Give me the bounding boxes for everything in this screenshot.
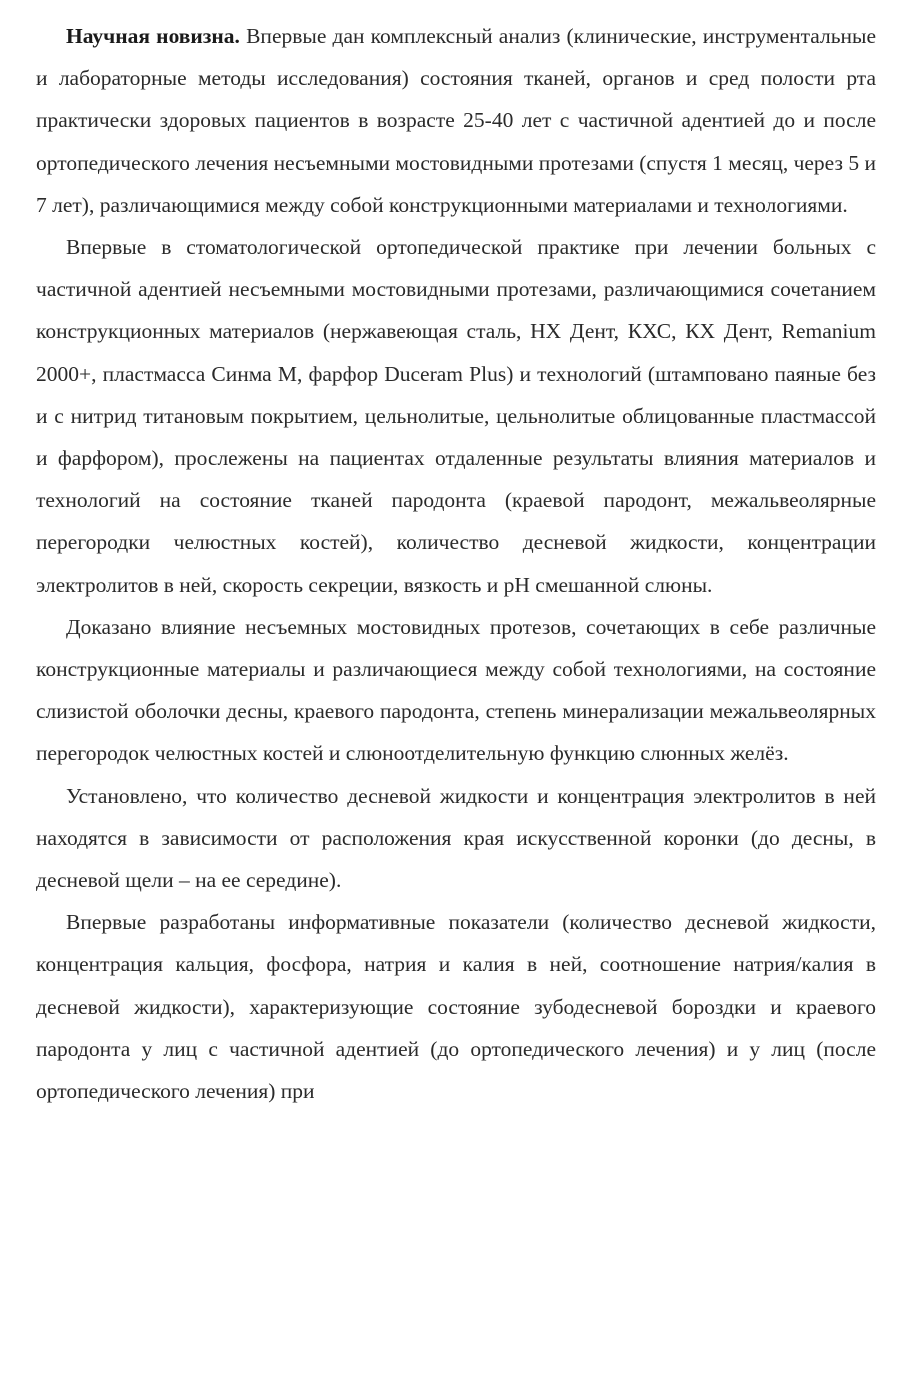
paragraph-text: Впервые дан комплексный анализ (клинические, инструментальные и лабораторные методы исследования) состояния тканей, органов и сред полости рта практически здоровых пациентов в возрасте 25-40 лет с частичной адентией до и после ортопедического лечения несъемными мостовидными протезами (спустя 1 месяц, через 5 и 7 лет), различающимися между собой конструкционными материалами и технологиями. bbox=[36, 24, 876, 217]
paragraph-materials-technologies: Впервые в стоматологической ортопедической практике при лечении больных с частичной адентией несъемными мостовидными протезами, различающимися сочетанием конструкционных материалов (нержавеющая сталь, НХ Дент, КХС, КХ Дент, Remanium 2000+, пластмасса Синма М, фарфор Duceram Plus) и технологий (штамповано паяные без и с нитрид титановым покрытием, цельнолитые, цельнолитые облицованные пластмассой и фарфором), прослежены на пациентах отдаленные результаты влияния материалов и технологий на состояние тканей пародонта (краевой пародонт, межальвеолярные перегородки челюстных костей), количество десневой жидкости, концентрации электролитов в ней, скорость секреции, вязкость и pH смешанной слюны. bbox=[36, 235, 876, 597]
document-body bbox=[36, 15, 876, 1112]
section-heading-inline: Научная новизна. bbox=[66, 24, 240, 48]
paragraph-proven-influence: Доказано влияние несъемных мостовидных протезов, сочетающих в себе различные конструкционные материалы и различающиеся между собой технологиями, на состояние слизистой оболочки десны, краевого пародонта, степень минерализации межальвеолярных перегородок челюстных костей и слюноотделительную функцию слюнных желёз. bbox=[36, 614, 876, 766]
paragraph-scientific-novelty bbox=[36, 15, 876, 226]
paragraph-gingival-fluid: Установлено, что количество десневой жидкости и концентрация электролитов в ней находятся в зависимости от расположения края искусственной коронки (до десны, в десневой щели – на ее середине). bbox=[36, 783, 876, 893]
paragraph-indicators: Впервые разработаны информативные показатели (количество десневой жидкости, концентрация кальция, фосфора, натрия и калия в ней, соотношение натрия/калия в десневой жидкости), характеризующие состояние зубодесневой бороздки и краевого пародонта у лиц с частичной адентией (до ортопедического лечения) и у лиц (после ортопедического лечения) при bbox=[36, 910, 876, 1104]
